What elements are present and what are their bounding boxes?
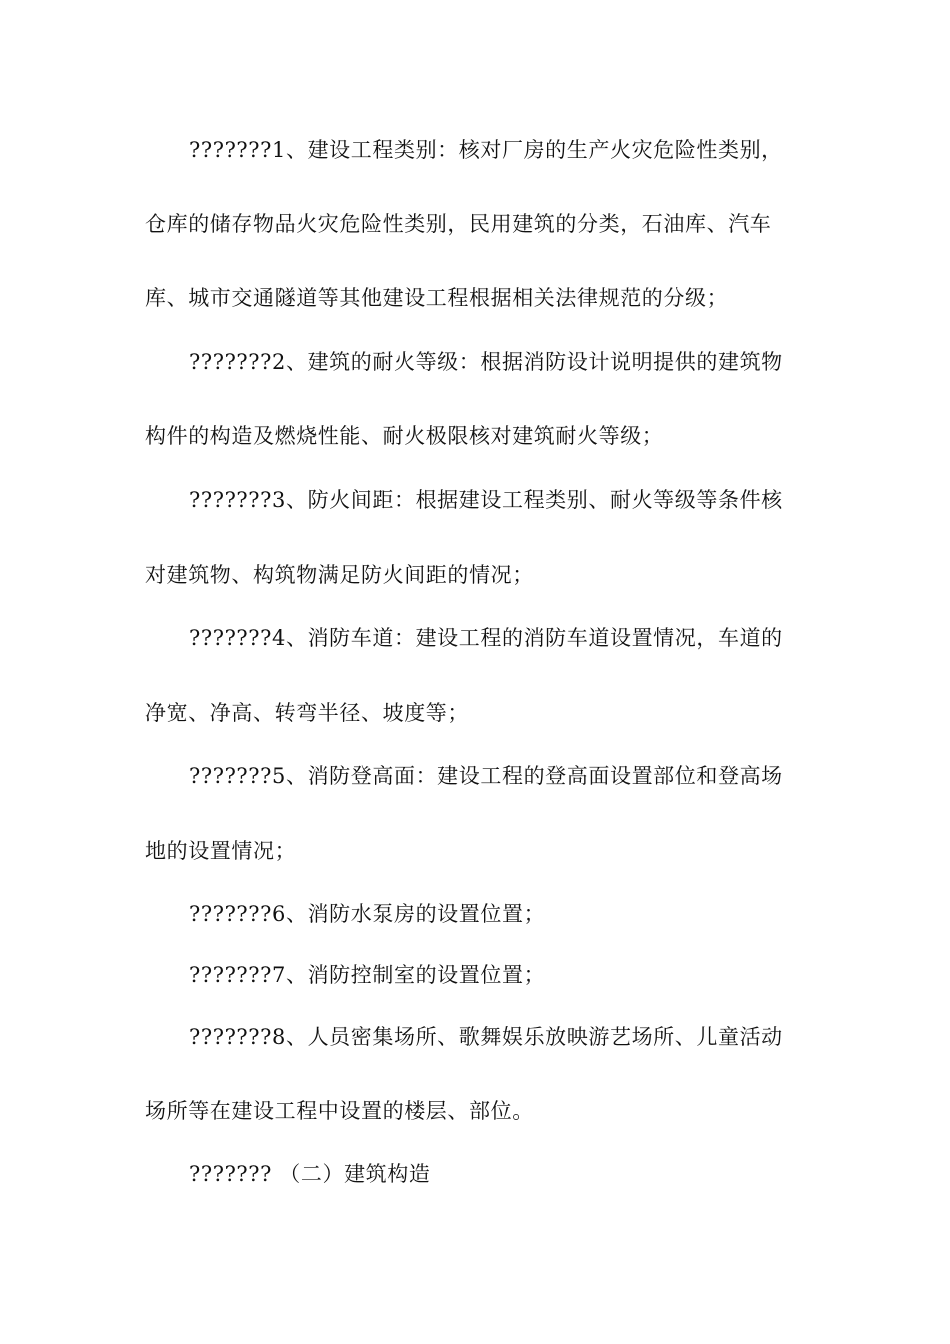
section-heading: ??????? （二）建筑构造 [189,1162,431,1186]
item-3-line-1: ???????3、防火间距：根据建设工程类别、耐火等级等条件核 [189,488,783,512]
item-3-line-2: 对建筑物、构筑物满足防火间距的情况； [145,563,534,587]
item-5-line-1: ???????5、消防登高面：建设工程的登高面设置部位和登高场 [189,764,783,788]
item-5-line-2: 地的设置情况； [145,839,297,863]
item-4-line-1: ???????4、消防车道：建设工程的消防车道设置情况，车道的 [189,626,783,650]
item-1-line-3: 库、城市交通隧道等其他建设工程根据相关法律规范的分级； [145,286,729,310]
item-2-line-2: 构件的构造及燃烧性能、耐火极限核对建筑耐火等级； [145,424,664,448]
item-1-line-2: 仓库的储存物品火灾危险性类别，民用建筑的分类，石油库、汽车 [145,212,772,236]
item-8-line-2: 场所等在建设工程中设置的楼层、部位。 [145,1099,534,1123]
item-1-line-1: ???????1、建设工程类别：核对厂房的生产火灾危险性类别， [189,138,783,162]
item-7-line: ???????7、消防控制室的设置位置； [189,963,546,987]
item-2-line-1: ???????2、建筑的耐火等级：根据消防设计说明提供的建筑物 [189,350,783,374]
item-8-line-1: ???????8、人员密集场所、歌舞娱乐放映游艺场所、儿童活动 [189,1025,783,1049]
item-4-line-2: 净宽、净高、转弯半径、坡度等； [145,701,469,725]
item-6-line: ???????6、消防水泵房的设置位置； [189,902,546,926]
